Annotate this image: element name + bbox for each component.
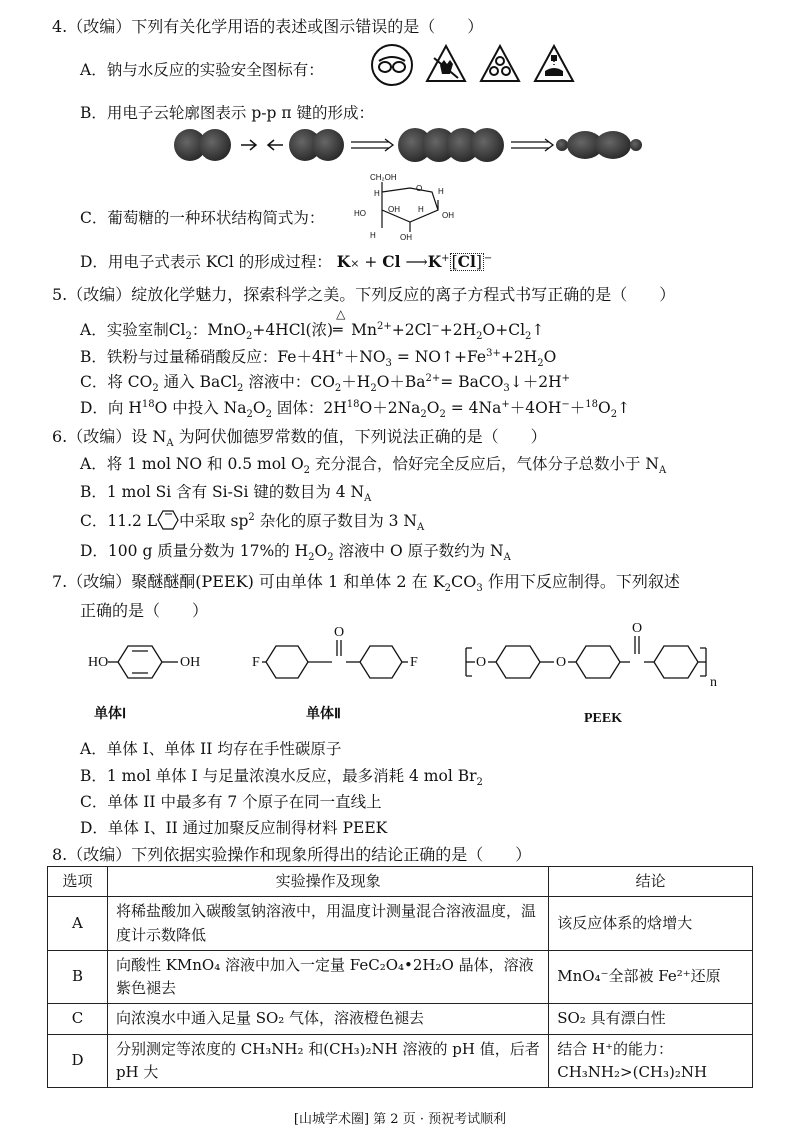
text: = BaCO [440, 373, 504, 391]
text: = 4Na [445, 399, 502, 417]
row-conclusion: MnO₄⁻全部被 Fe²⁺还原 [549, 950, 753, 1004]
text: D．向 H [80, 399, 142, 417]
sub: A [658, 465, 667, 477]
fan-exhaust-icon [478, 43, 522, 87]
q4-option-d-text: D．用电子式表示 KCl 的形成过程： [80, 253, 332, 271]
text: 6.（改编）设 N [52, 427, 167, 446]
text: 溶液中：CO [243, 373, 335, 391]
h-label: H [438, 187, 444, 196]
header-option: 选项 [48, 867, 108, 897]
ether-o-label: O [476, 655, 487, 670]
text: C．11.2 L [80, 512, 158, 530]
monomer-2-label: 单体Ⅱ [306, 707, 341, 722]
q4-option-d [80, 250, 492, 272]
text: ：MnO [191, 321, 246, 339]
table-header-row [48, 867, 753, 897]
table-row [48, 1004, 753, 1034]
plus-sign: + [364, 253, 378, 271]
row-option: C [48, 1004, 108, 1034]
wash-hands-icon [424, 43, 468, 87]
text: B．1 mol Si 含有 Si-Si 键的数目为 4 N [80, 483, 365, 501]
text: ↓＋2H [509, 373, 562, 391]
row-conclusion: SO₂ 具有漂白性 [549, 1004, 753, 1034]
q7-option-a: A．单体 I、单体 II 均存在手性碳原子 [80, 740, 342, 758]
oh-label: OH [180, 655, 201, 670]
q7-option-c: C．单体 II 中最多有 7 个原子在同一直线上 [80, 793, 382, 811]
q5-option-b: B．铁粉与过量稀硝酸反应：$Fe+4H^++NO_3$ = $NO↑+Fe^{3+}+2H_2O$ [80, 347, 557, 370]
text: ↑ [531, 321, 545, 339]
ether-o-label: O [556, 655, 567, 670]
k-ion: K [427, 252, 442, 271]
text: 中采取 sp [179, 512, 249, 530]
h-label: H [370, 231, 376, 240]
q4-option-a: A．钠与水反应的实验安全图标有： [80, 61, 324, 79]
charge-minus: − [483, 252, 493, 264]
text: O [597, 399, 611, 417]
q7-stem: 7.（改编）聚醚醚酮(PEEK) 可由单体 1 和单体 2 在 $K_2CO_3$ 作用下反应制得。下列叙述 [52, 572, 680, 595]
table-row [48, 1034, 753, 1088]
text: ＋ [569, 399, 586, 417]
pi-bond-diagram [165, 125, 645, 165]
q7-option-d: D．单体 I、II 通过加聚反应制得材料 PEEK [80, 819, 388, 837]
cl-ion: Cl [457, 252, 476, 271]
text: CO [451, 572, 477, 591]
row-option: B [48, 950, 108, 1004]
q5-option-c: C．将 $CO_2$ 通入 BaCl$_2$ 溶液中：$CO_2+H_2O+Ba^{2+}=$ BaCO$_3$↓＋2H+ [80, 372, 571, 395]
q6-option-c: C．11.2 L 中采取 $sp^2$ 杂化的原子数目为 3 $N_A$ [80, 511, 425, 534]
q7-stem-line2: 正确的是（ ） [80, 601, 209, 620]
row-operation: 将稀盐酸加入碳酸氢钠溶液中，用温度计测量混合溶液温度，温度计示数降低 [107, 897, 548, 951]
text: 充分混合，恰好完全反应后，气体分子总数小于 N [310, 455, 659, 473]
hand-wash-icon [532, 43, 576, 87]
text: A．实验室制Cl [80, 321, 186, 339]
monomer-1-label: 单体Ⅰ [94, 707, 127, 722]
text: O+Cl [482, 321, 526, 339]
sub: A [166, 438, 174, 450]
text: +2H [500, 348, 538, 366]
glucose-ring-structure [352, 170, 462, 244]
text: ＋H [341, 373, 371, 391]
k-atom: K [336, 252, 351, 271]
text: O [314, 542, 328, 560]
carbonyl-o-label: O [632, 621, 643, 636]
text: +4HCl(浓) [252, 321, 334, 339]
text: O 中投入 Na [154, 399, 247, 417]
safety-icons [370, 43, 576, 87]
oh-label: OH [442, 211, 454, 220]
ch2oh-label: CH₂OH [370, 173, 397, 182]
text: 杂化的原子数目为 3 N [254, 512, 417, 530]
h-label: H [418, 205, 424, 214]
text: C．将 CO [80, 373, 153, 391]
q8-table [47, 866, 753, 1088]
repeat-n-label: n [710, 675, 717, 690]
text: +2Cl [391, 321, 432, 339]
text: 通入 BaCl [158, 373, 238, 391]
text: A．将 1 mol NO 和 0.5 mol O [80, 455, 304, 473]
row-option: A [48, 897, 108, 951]
text: ↑ [617, 399, 631, 417]
q4-option-b: B．用电子云轮廓图表示 p-p π 键的形成： [80, 104, 374, 122]
carbonyl-o-label: O [334, 625, 345, 640]
electron-dot: × [350, 257, 360, 270]
text: O [543, 348, 557, 366]
row-conclusion: 该反应体系的焓增大 [549, 897, 753, 951]
row-conclusion: 结合 H⁺的能力：CH₃NH₂>(CH₃)₂NH [549, 1034, 753, 1088]
q6-stem [52, 424, 547, 450]
f-label: F [252, 655, 260, 670]
text: B．1 mol 单体 I 与足量浓溴水反应，最多消耗 4 mol Br [80, 767, 477, 785]
q6-option-a: A．将 1 mol NO 和 0.5 mol $O_2$ 充分混合，恰好完全反应后，气体分子总数小于 $N_A$ [80, 455, 667, 477]
peek-label: PEEK [584, 711, 623, 726]
text: ＋NO [343, 348, 386, 366]
heat-condition: △ [336, 307, 346, 321]
oh-label: OH [388, 205, 400, 214]
text: B．铁粉与过量稀硝酸反应：Fe＋4H [80, 348, 336, 366]
text: 7.（改编）聚醚醚酮(PEEK) 可由单体 1 和单体 2 在 K [52, 572, 445, 591]
oh-label: OH [400, 233, 412, 242]
text: O＋2Na [359, 399, 421, 417]
header-operation: 实验操作及现象 [107, 867, 548, 897]
text: 为阿伏伽德罗常数的值，下列说法正确的是（ ） [173, 427, 547, 446]
text: 溶液中 O 原子数约为 N [333, 542, 504, 560]
q5-stem: 5.（改编）绽放化学魅力，探索科学之美。下列反应的离子方程式书写正确的是（ ） [52, 285, 676, 304]
q4-option-c: C．葡萄糖的一种环状结构简式为： [80, 209, 325, 227]
table-row [48, 897, 753, 951]
row-option: D [48, 1034, 108, 1088]
charge-plus: + [441, 252, 450, 264]
row-operation: 向浓溴水中通入足量 SO₂ 气体，溶液橙色褪去 [107, 1004, 548, 1034]
q8-stem: 8.（改编）下列依据实验操作和现象所得出的结论正确的是（ ） [52, 845, 532, 864]
f-label: F [410, 655, 418, 670]
reaction-arrow: ⟶ [405, 253, 428, 271]
q7-option-b: B．1 mol 单体 I 与足量浓溴水反应，最多消耗 4 mol $Br_2$ [80, 767, 483, 789]
sub: A [364, 493, 372, 505]
q6-option-d: D．100 g 质量分数为 17%的 $H_2O_2$ 溶液中 O 原子数约为 $N_A$ [80, 542, 511, 564]
text: D．100 g 质量分数为 17%的 H [80, 542, 309, 560]
ho-label: HO [354, 209, 366, 218]
q4-stem: 4.（改编）下列有关化学用语的表述或图示错误的是（ ） [52, 17, 484, 36]
h-label: H [374, 189, 380, 198]
cl-atom: Cl [382, 252, 401, 271]
text: +2H [439, 321, 477, 339]
page-footer: [山城学术圈] 第 2 页 · 预祝考试顺利 [293, 1112, 507, 1127]
q6-option-b [80, 480, 372, 505]
cyclohexene-icon [157, 510, 179, 530]
text: O [252, 399, 266, 417]
ring-oxygen-label: O [416, 184, 423, 193]
sub: A [503, 552, 511, 564]
table-row [48, 950, 753, 1004]
text: 固体：2H [271, 399, 347, 417]
text: = NO↑+Fe [391, 348, 487, 366]
cl-ion-box: [Cl] [451, 252, 482, 271]
goggles-icon [370, 43, 414, 87]
ho-label: HO [88, 655, 109, 670]
text: ＋4OH [509, 399, 562, 417]
q5-option-d: D．向 $H^{18}O$ 中投入 $Na_2O_2$ 固体：$2H^{18}O+2Na_2O_2$ = $4Na^++4OH^-+^{18}O_2↑$ [80, 398, 631, 421]
q5-option-a: A．实验室制$Cl_2$：MnO$_2$+4HCl(浓) △ ═ $Mn^{2+}+2Cl^-+2H_2O+Cl_2↑$ [80, 307, 545, 343]
header-conclusion: 结论 [549, 867, 753, 897]
text: Mn [351, 321, 377, 339]
row-operation: 向酸性 KMnO₄ 溶液中加入一定量 FeC₂O₄•2H₂O 晶体，溶液紫色褪去 [107, 950, 548, 1004]
text: 作用下反应制得。下列叙述 [482, 572, 680, 591]
text: O [426, 399, 440, 417]
row-operation: 分别测定等浓度的 CH₃NH₂ 和(CH₃)₂NH 溶液的 pH 值，后者 pH 大 [107, 1034, 548, 1088]
peek-structures [80, 620, 740, 730]
sub: A [417, 522, 425, 534]
text: O＋Ba [376, 373, 426, 391]
